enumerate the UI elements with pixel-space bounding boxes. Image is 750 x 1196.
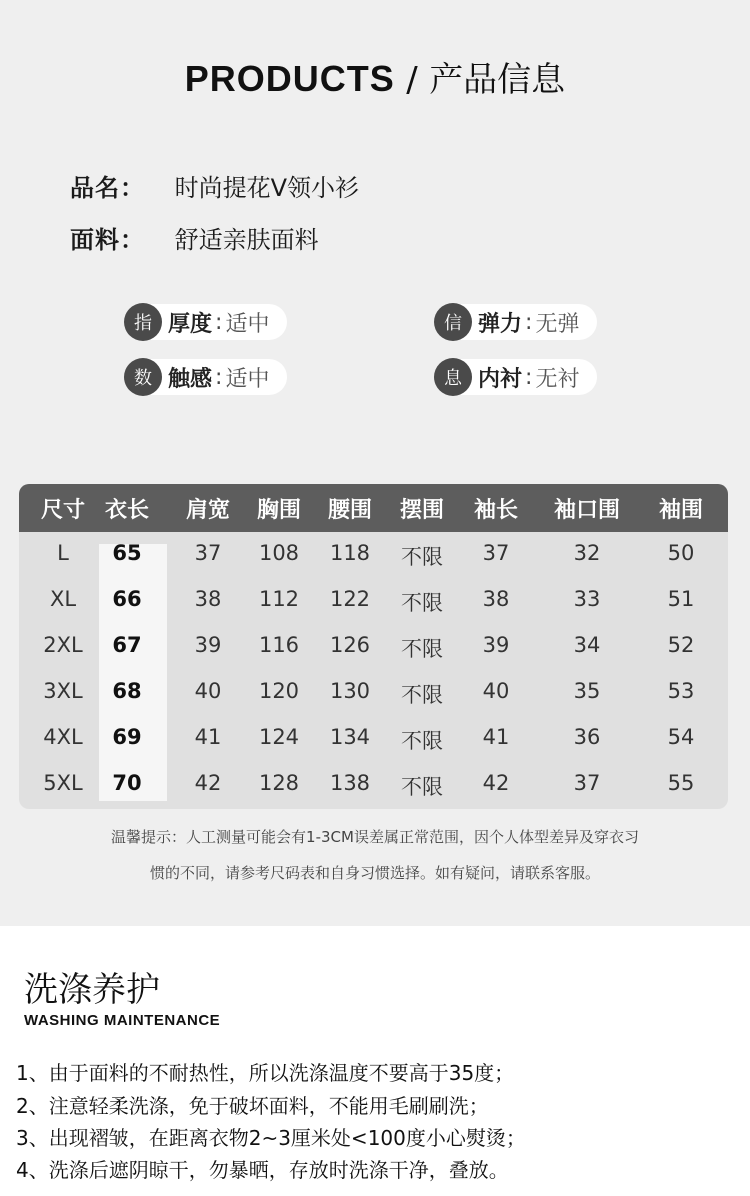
info-value: 舒适亲肤面料 <box>174 226 319 254</box>
washing-item: 2、注意轻柔洗涤，免于破坏面料，不能用毛刷刷洗； <box>16 1094 489 1118</box>
size-table-cell: XL <box>49 587 77 611</box>
info-label: 品名： <box>70 174 145 202</box>
attr-value: 无弹 <box>535 311 580 337</box>
size-table-cell: 122 <box>329 587 371 611</box>
size-table-cell: 不限 <box>401 591 443 615</box>
size-table-cell: 5XL <box>43 771 83 795</box>
size-table-header-cell: 衣长 <box>104 498 150 523</box>
size-table-cell: 50 <box>667 541 695 565</box>
size-table-cell: 不限 <box>401 637 443 661</box>
title-separator: / <box>406 60 418 100</box>
size-table-cell: 39 <box>482 633 510 657</box>
info-row-fabric <box>70 220 319 255</box>
size-table-cell: 41 <box>194 725 222 749</box>
size-table-cell: 32 <box>573 541 601 565</box>
size-table-cell: 116 <box>258 633 300 657</box>
washing-subtitle: WASHING MAINTENANCE <box>24 1012 221 1029</box>
size-table-cell: 128 <box>258 771 300 795</box>
size-table-cell: 40 <box>482 679 510 703</box>
size-table-cell: 36 <box>573 725 601 749</box>
size-table-header-cell: 袖长 <box>473 498 519 523</box>
size-table-cell: 65 <box>112 541 142 565</box>
size-table-cell: 112 <box>258 587 300 611</box>
washing-item: 1、由于面料的不耐热性，所以洗涤温度不要高于35度； <box>16 1061 515 1085</box>
size-table-header-cell: 肩宽 <box>185 498 231 523</box>
size-table-cell: 54 <box>667 725 695 749</box>
size-table-cell: L <box>57 541 69 565</box>
size-table-cell: 41 <box>482 725 510 749</box>
size-table-cell: 53 <box>667 679 695 703</box>
size-table-cell: 38 <box>482 587 510 611</box>
size-table-cell: 34 <box>573 633 601 657</box>
size-table-cell: 66 <box>112 587 142 611</box>
info-value: 时尚提花V领小衫 <box>174 174 360 202</box>
attr-icon-badge: 息 <box>434 358 472 396</box>
attr-sep: : <box>215 309 223 335</box>
page-title <box>0 52 750 101</box>
info-label: 面料： <box>70 226 145 254</box>
size-table-cell: 不限 <box>401 683 443 707</box>
size-table-cell: 3XL <box>43 679 83 703</box>
title-cn: 产品信息 <box>429 60 566 100</box>
size-table-cell: 37 <box>482 541 510 565</box>
size-table-header-cell: 尺寸 <box>40 498 86 523</box>
size-table-header-cell: 摆围 <box>399 498 445 523</box>
size-table <box>19 484 728 809</box>
size-table-cell: 126 <box>329 633 371 657</box>
size-table-cell: 37 <box>194 541 222 565</box>
size-table-cell: 42 <box>482 771 510 795</box>
size-table-cell: 33 <box>573 587 601 611</box>
size-table-cell: 55 <box>667 771 695 795</box>
size-table-cell: 124 <box>258 725 300 749</box>
attr-icon-badge: 指 <box>124 303 162 341</box>
size-table-cell: 70 <box>112 771 142 795</box>
size-table-cell: 4XL <box>43 725 83 749</box>
size-table-cell: 69 <box>112 725 142 749</box>
washing-title: 洗涤养护 <box>24 970 160 1010</box>
size-table-header-cell: 胸围 <box>256 498 302 523</box>
title-en: PRODUCTS <box>184 58 395 99</box>
size-table-cell: 118 <box>329 541 371 565</box>
attr-touch <box>126 359 287 395</box>
attr-value: 适中 <box>225 311 270 337</box>
size-table-cell: 不限 <box>401 775 443 799</box>
tip-line-1: 温馨提示：人工测量可能会有1-3CM误差属正常范围，因个人体型差异及穿衣习 <box>111 828 639 846</box>
attr-icon-badge: 信 <box>434 303 472 341</box>
size-table-header-cell: 袖围 <box>658 498 704 523</box>
size-table-cell: 138 <box>329 771 371 795</box>
attr-icon-badge: 数 <box>124 358 162 396</box>
size-table-cell: 51 <box>667 587 695 611</box>
attr-sep: : <box>215 364 223 390</box>
attr-sep: : <box>525 309 533 335</box>
attr-thickness <box>126 304 287 340</box>
washing-item: 3、出现褶皱，在距离衣物2~3厘米处<100度小心熨烫； <box>16 1126 526 1150</box>
attr-key: 厚度 <box>168 311 213 337</box>
size-table-cell: 不限 <box>401 729 443 753</box>
size-table-cell: 2XL <box>43 633 83 657</box>
size-table-cell: 120 <box>258 679 300 703</box>
attr-key: 弹力 <box>478 311 523 337</box>
size-table-header-cell: 腰围 <box>327 498 373 523</box>
attr-value: 无衬 <box>535 366 580 392</box>
info-row-name <box>70 168 359 203</box>
size-table-cell: 108 <box>258 541 300 565</box>
size-table-cell: 130 <box>329 679 371 703</box>
attr-key: 内衬 <box>478 366 523 392</box>
tip-line-2: 惯的不同，请参考尺码表和自身习惯选择。如有疑问，请联系客服。 <box>149 864 600 882</box>
size-table-cell: 52 <box>667 633 695 657</box>
attr-sep: : <box>525 364 533 390</box>
length-column-highlight <box>99 544 167 801</box>
size-table-cell: 39 <box>194 633 222 657</box>
size-table-cell: 68 <box>112 679 142 703</box>
washing-item: 4、洗涤后遮阴晾干，勿暴晒，存放时洗涤干净，叠放。 <box>16 1158 509 1182</box>
size-table-cell: 67 <box>112 633 142 657</box>
size-table-cell: 35 <box>573 679 601 703</box>
size-table-header-cell: 袖口围 <box>553 498 621 523</box>
attr-lining <box>436 359 597 395</box>
size-table-cell: 37 <box>573 771 601 795</box>
size-table-cell: 134 <box>329 725 371 749</box>
attr-key: 触感 <box>168 366 213 392</box>
size-table-cell: 42 <box>194 771 222 795</box>
size-table-cell: 不限 <box>401 545 443 569</box>
size-table-cell: 38 <box>194 587 222 611</box>
size-table-cell: 40 <box>194 679 222 703</box>
attr-elasticity <box>436 304 597 340</box>
attr-value: 适中 <box>225 366 270 392</box>
